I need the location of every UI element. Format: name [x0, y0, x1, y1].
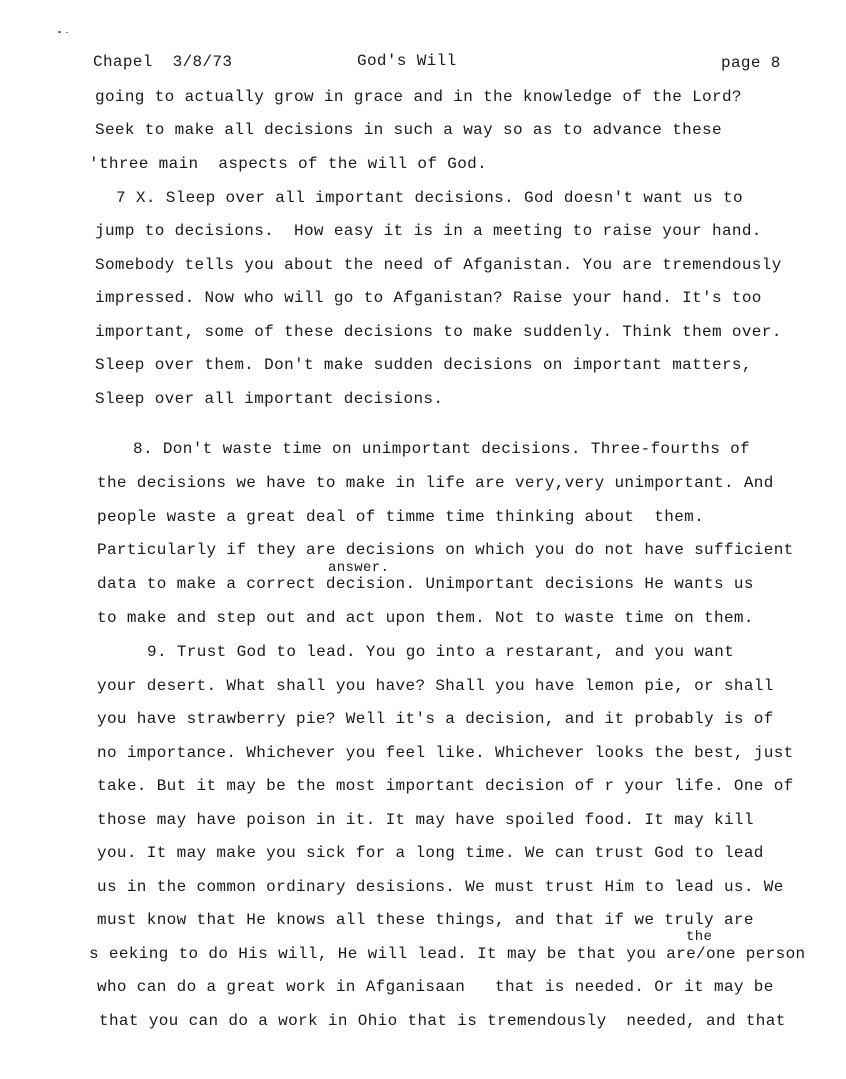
text-line: no importance. Whichever you feel like. Whichever looks the best, just: [97, 744, 794, 762]
header-page-number: page 8: [721, 54, 781, 72]
text-line: you. It may make you sick for a long time. We can trust God to lead: [97, 844, 764, 862]
text-line: to make and step out and act upon them. Not to waste time on them.: [97, 609, 754, 627]
text-line: 8. Don't waste time on unimportant decisions. Three-fourths of: [133, 440, 750, 458]
text-line: 'three main aspects of the will of God.: [89, 155, 488, 173]
text-line: the decisions we have to make in life are very,very unimportant. And: [97, 474, 774, 492]
text-line: Seek to make all decisions in such a way so as to advance these: [95, 121, 722, 139]
text-line: 7 X. Sleep over all important decisions. God doesn't want us to: [116, 189, 743, 207]
text-line: you have strawberry pie? Well it's a decision, and it probably is of: [97, 710, 774, 728]
header-title: God's Will: [357, 52, 457, 70]
scan-speck: [66, 32, 68, 33]
text-line: us in the common ordinary desisions. We must trust Him to lead us. We: [97, 878, 784, 896]
header-chapel-date: Chapel 3/8/73: [93, 53, 233, 71]
text-line: take. But it may be the most important decision of r your life. One of: [97, 777, 794, 795]
text-line: data to make a correct decision. Unimportant decisions He wants us: [97, 575, 754, 593]
scan-speck: [58, 31, 61, 33]
text-line: who can do a great work in Afganisaan that is needed. Or it may be: [97, 978, 774, 996]
text-line: those may have poison in it. It may have spoiled food. It may kill: [97, 811, 754, 829]
text-line: s eeking to do His will, He will lead. It may be that you are/one person: [89, 945, 806, 963]
text-line: jump to decisions. How easy it is in a meeting to raise your hand.: [95, 222, 762, 240]
text-line: impressed. Now who will go to Afganistan? Raise your hand. It's too: [95, 289, 762, 307]
interlinear-correction: the: [686, 929, 713, 945]
text-line: 9. Trust God to lead. You go into a restarant, and you want: [147, 643, 735, 661]
text-line: important, some of these decisions to make suddenly. Think them over.: [95, 323, 782, 341]
text-line: people waste a great deal of timme time thinking about them.: [97, 508, 705, 526]
text-line: Sleep over them. Don't make sudden decisions on important matters,: [95, 356, 752, 374]
text-line: going to actually grow in grace and in the knowledge of the Lord?: [95, 88, 742, 106]
text-line: that you can do a work in Ohio that is tremendously needed, and that: [99, 1012, 786, 1030]
text-line: your desert. What shall you have? Shall you have lemon pie, or shall: [97, 677, 774, 695]
text-line: Particularly if they are decisions on which you do not have sufficient: [97, 541, 794, 559]
text-line: Sleep over all important decisions.: [95, 390, 444, 408]
text-line: must know that He knows all these things, and that if we truly are: [97, 911, 754, 929]
text-line: Somebody tells you about the need of Afganistan. You are tremendously: [95, 256, 782, 274]
interlinear-correction: answer.: [328, 560, 390, 576]
